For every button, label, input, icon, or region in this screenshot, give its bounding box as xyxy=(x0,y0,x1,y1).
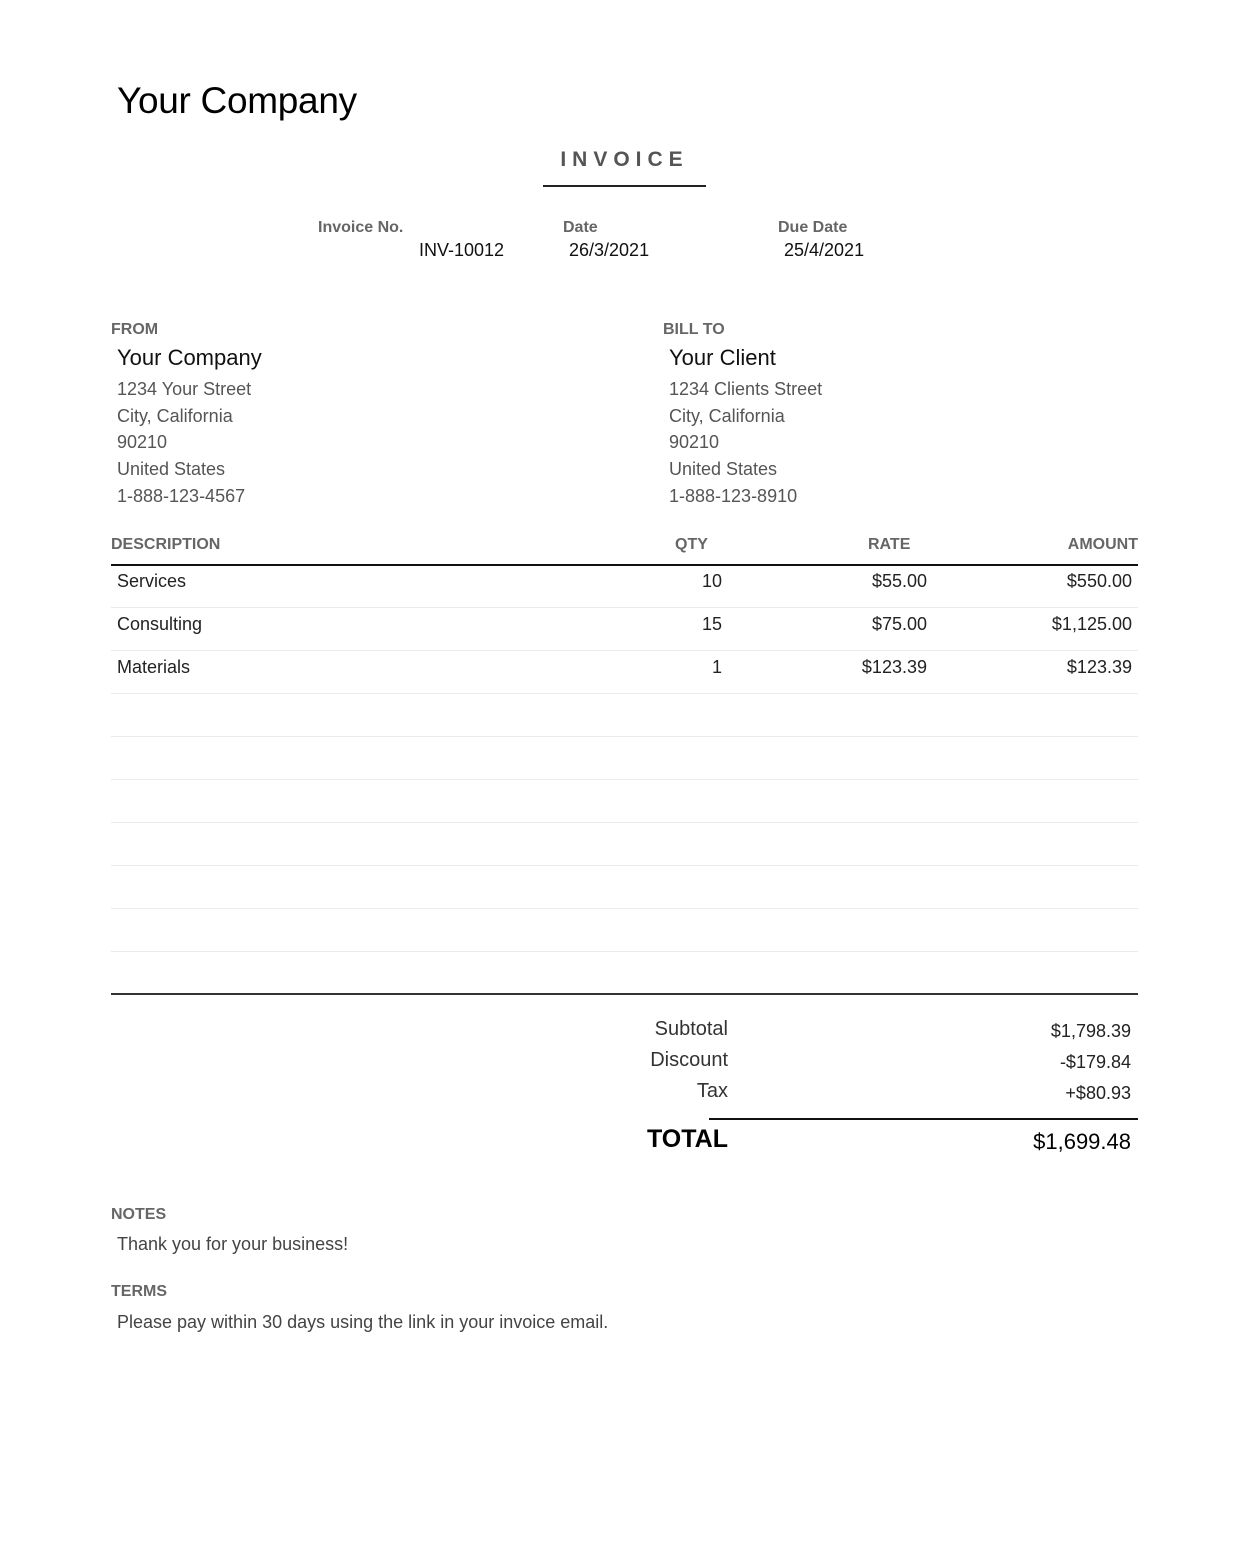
line-item-qty: 1 xyxy=(711,657,722,677)
line-item-description: Consulting xyxy=(117,614,203,634)
invoice-no-label: Invoice No. xyxy=(318,219,404,236)
discount-label: Discount xyxy=(650,1049,728,1071)
from-address-line: City, California xyxy=(117,406,233,426)
line-item-description: Services xyxy=(117,571,187,591)
notes-text: Thank you for your business! xyxy=(117,1234,349,1254)
from-address-line: 1234 Your Street xyxy=(117,379,252,399)
from-label: FROM xyxy=(111,321,159,338)
total-value: $1,699.48 xyxy=(1033,1129,1131,1154)
row-divider xyxy=(111,693,1138,694)
tax-value: +$80.93 xyxy=(1065,1083,1131,1103)
bill-to-address-line: City, California xyxy=(669,406,785,426)
notes-label: NOTES xyxy=(111,1206,167,1223)
bill-to-label: BILL TO xyxy=(663,321,725,338)
line-item-rate: $55.00 xyxy=(871,571,927,591)
from-phone: 1-888-123-4567 xyxy=(117,486,246,506)
line-item-rate: $123.39 xyxy=(861,657,927,677)
bill-to-address-line: United States xyxy=(669,459,778,479)
bill-to-address-line: 1234 Clients Street xyxy=(669,379,823,399)
line-item-amount: $123.39 xyxy=(1066,657,1132,677)
bill-to-phone: 1-888-123-8910 xyxy=(669,486,798,506)
terms-text: Please pay within 30 days using the link in your invoice email. xyxy=(117,1312,609,1332)
from-address-line: 90210 xyxy=(117,432,168,452)
subtotal-value: $1,798.39 xyxy=(1050,1021,1131,1041)
row-divider xyxy=(111,607,1138,608)
company-title: Your Company xyxy=(117,80,357,121)
bill-to-address-line: 90210 xyxy=(669,432,720,452)
total-rule xyxy=(709,1118,1138,1120)
line-item-description: Materials xyxy=(117,657,191,677)
discount-value: -$179.84 xyxy=(1059,1052,1131,1072)
empty-row-divider xyxy=(111,736,1138,737)
line-item-amount: $550.00 xyxy=(1066,571,1132,591)
empty-row-divider xyxy=(111,951,1138,952)
invoice-no-value: INV-10012 xyxy=(419,240,505,260)
from-name: Your Company xyxy=(117,345,262,370)
column-header-description: DESCRIPTION xyxy=(111,536,221,553)
empty-row-divider xyxy=(111,779,1138,780)
empty-row-divider xyxy=(111,908,1138,909)
bill-to-name: Your Client xyxy=(669,345,776,370)
line-item-qty: 10 xyxy=(701,571,722,591)
from-address-line: United States xyxy=(117,459,226,479)
line-item-amount: $1,125.00 xyxy=(1051,614,1132,634)
title-underline xyxy=(543,185,706,187)
tax-label: Tax xyxy=(696,1080,728,1102)
column-header-qty: QTY xyxy=(675,536,708,553)
empty-row-divider xyxy=(111,865,1138,866)
line-item-qty: 15 xyxy=(701,614,722,634)
date-label: Date xyxy=(563,219,598,236)
date-value: 26/3/2021 xyxy=(569,240,650,260)
column-header-amount: AMOUNT xyxy=(1067,536,1138,553)
invoice-title: INVOICE xyxy=(560,148,689,171)
column-header-rate: RATE xyxy=(868,536,911,553)
empty-row-divider xyxy=(111,822,1138,823)
terms-label: TERMS xyxy=(111,1283,167,1300)
subtotal-label: Subtotal xyxy=(654,1018,728,1040)
due-date-value: 25/4/2021 xyxy=(784,240,865,260)
total-label: TOTAL xyxy=(646,1125,728,1153)
table-header-rule xyxy=(111,564,1138,566)
due-date-label: Due Date xyxy=(778,219,848,236)
line-item-rate: $75.00 xyxy=(871,614,927,634)
table-end-rule xyxy=(111,993,1138,995)
row-divider xyxy=(111,650,1138,651)
